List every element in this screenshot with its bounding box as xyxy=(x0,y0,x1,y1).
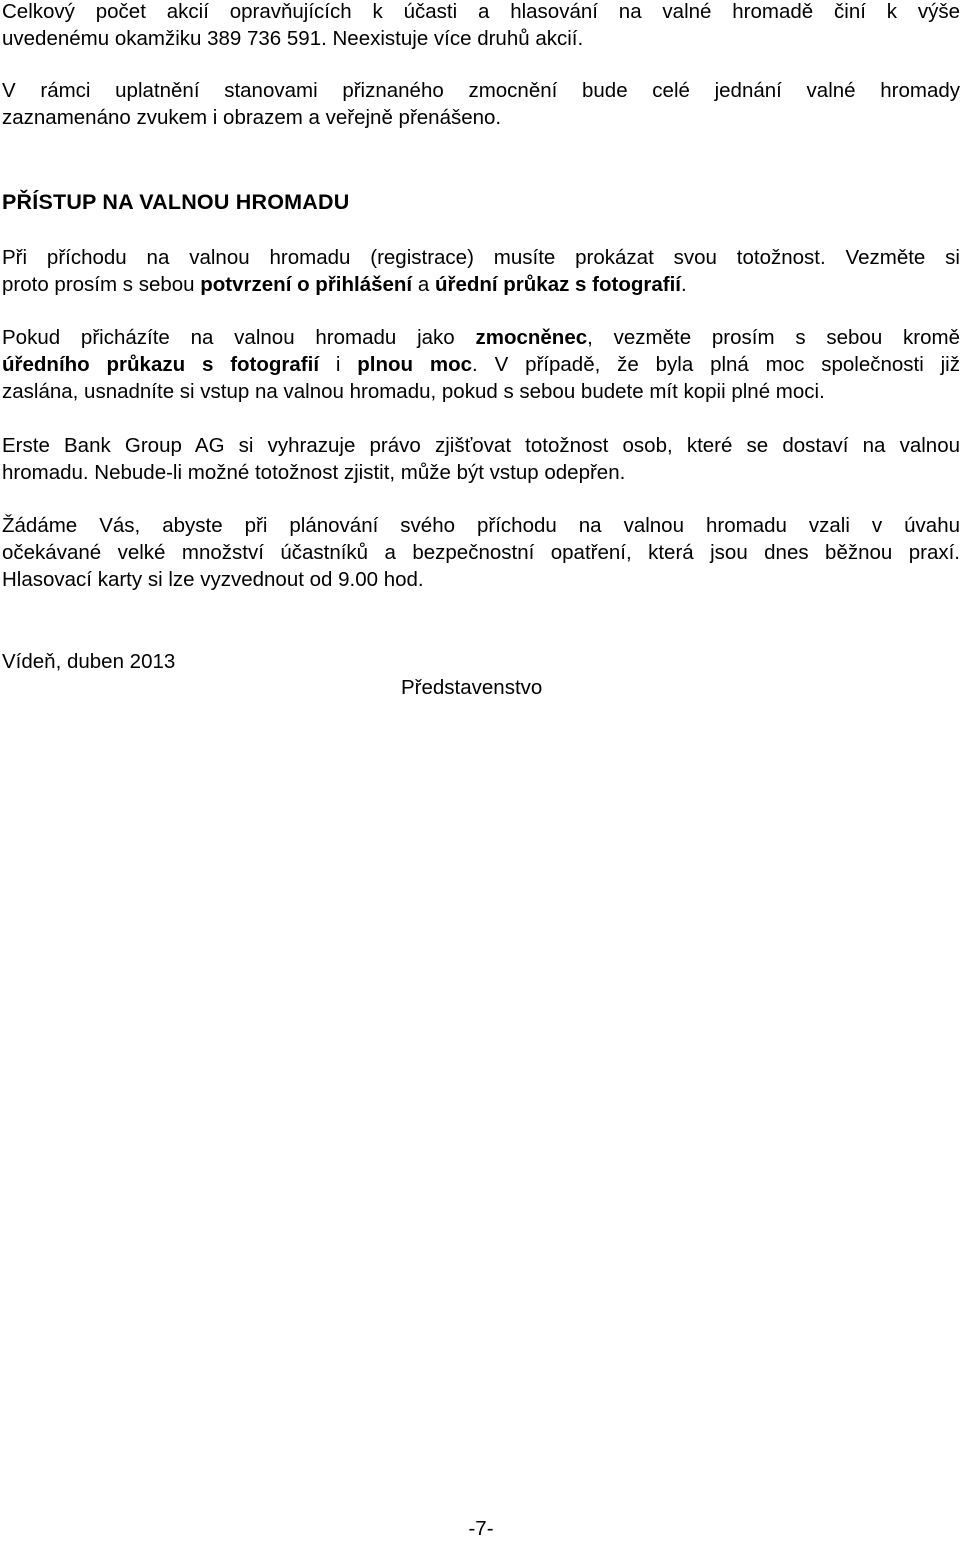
paragraph-line: uvedenému okamžiku 389 736 591. Neexistuje více druhů akcií. xyxy=(2,27,584,50)
paragraph-share-count xyxy=(2,0,960,52)
paragraph-line: zaslána, usnadníte si vstup na valnou hromadu, pokud s sebou budete mít kopii plné moci. xyxy=(2,380,825,403)
paragraph-line: očekávané velké množství účastníků a bezpečnostní opatření, která jsou dnes běžnou praxí. xyxy=(2,541,960,564)
paragraph-line: V rámci uplatnění stanovami přiznaného zmocnění bude celé jednání valné hromady xyxy=(2,79,960,102)
emphasis-id-card: úředního průkazu s fotografií xyxy=(2,353,320,376)
text-run: Pokud přicházíte na valnou hromadu jako xyxy=(2,326,476,349)
paragraph-line: zaznamenáno zvukem i obrazem a veřejně přenášeno. xyxy=(2,106,502,129)
page-number: -7- xyxy=(468,1517,494,1540)
section-heading: PŘÍSTUP NA VALNOU HROMADU xyxy=(2,190,350,214)
paragraph-line: Při příchodu na valnou hromadu (registrace) musíte prokázat svou totožnost. Vezměte si xyxy=(2,246,960,269)
text-run: i xyxy=(319,353,358,376)
paragraph-line xyxy=(2,324,960,351)
text-run: . V případě, že byla plná moc společnosti již xyxy=(472,353,960,376)
paragraph-line: Celkový počet akcií opravňujících k účasti a hlasování na valné hromadě činí k výše xyxy=(2,0,960,23)
paragraph-broadcast xyxy=(2,77,960,131)
paragraph-proxy xyxy=(2,324,960,405)
paragraph-line: hromadu. Nebude-li možné totožnost zjistit, může být vstup odepřen. xyxy=(2,461,626,484)
place-and-date: Vídeň, duben 2013 xyxy=(2,650,176,673)
paragraph-line xyxy=(2,271,960,298)
text-run: . xyxy=(680,273,687,296)
paragraph-line xyxy=(2,351,960,378)
text-run: , vezměte prosím s sebou kromě xyxy=(587,326,960,349)
emphasis-proxy-holder: zmocněnec xyxy=(475,326,588,349)
paragraph-registration xyxy=(2,244,960,298)
text-run: proto prosím s sebou xyxy=(2,273,201,296)
emphasis-power-of-attorney: plnou moc xyxy=(357,353,473,376)
paragraph-line: Žádáme Vás, abyste při plánování svého příchodu na valnou hromadu vzali v úvahu xyxy=(2,514,960,537)
emphasis-confirmation: potvrzení o přihlášení xyxy=(200,273,413,296)
signatory: Představenstvo xyxy=(401,676,543,699)
text-run: a xyxy=(412,273,435,296)
paragraph-line: Erste Bank Group AG si vyhrazuje právo zjišťovat totožnost osob, které se dostaví na valnou xyxy=(2,434,960,457)
paragraph-arrival-request xyxy=(2,512,960,593)
emphasis-id-card: úřední průkaz s fotografií xyxy=(434,273,681,296)
paragraph-line: Hlasovací karty si lze vyzvednout od 9.00 hod. xyxy=(2,568,424,591)
paragraph-identity-check xyxy=(2,432,960,486)
